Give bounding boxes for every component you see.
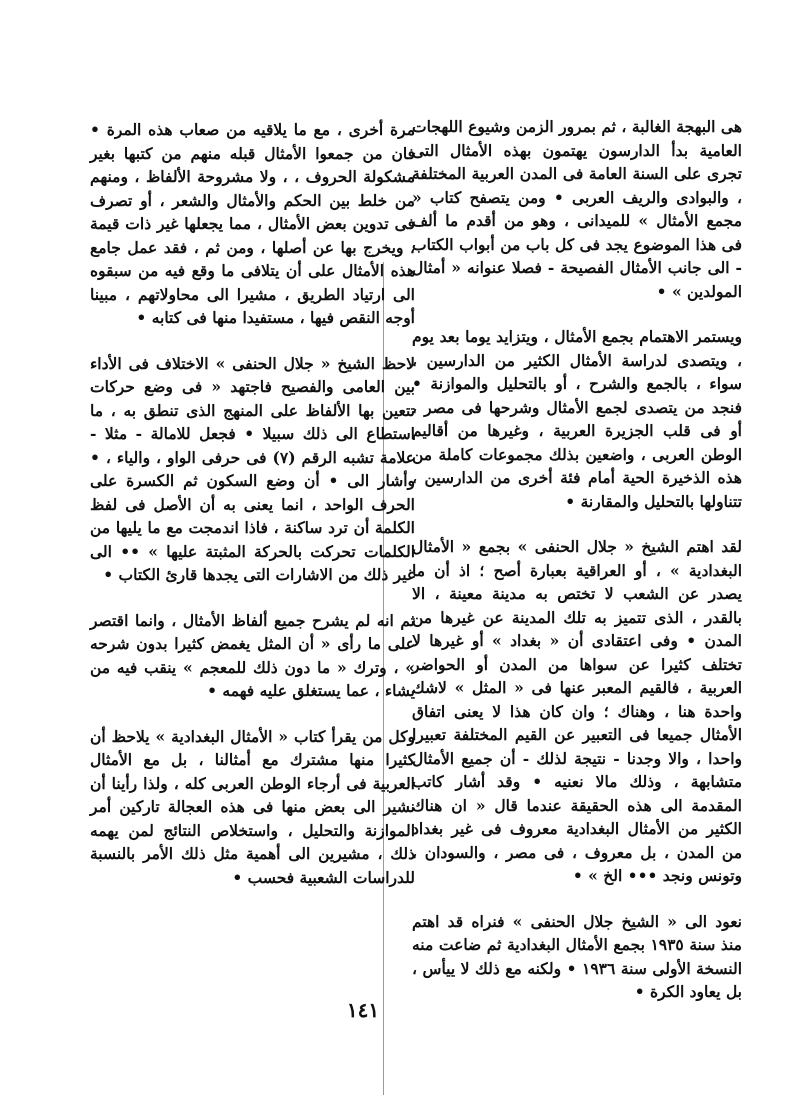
left-paragraph-1: مرة أخرى ، مع ما يلاقيه من صعاب هذه المرة • فان من جمعوا الأمثال قبله منهم من كتبها بغير مشكولة الحروف ، ، ولا مشروحة الألفاظ ، ومنهم من خلط بين الحكم والأمثال والشعر ، أو تصرف فى تدوين بعض الأمثال ، مما يجعلها غير ذات قيمة ، ويخرج بها عن أصلها ، ومن ثم ، فقد عمل جامع هذه الأمثال على أن يتلافى ما وقع فيه من سبقوه الى ارتياد الطريق ، مشيرا الى محاولاتهم ، مبينا أوجه النقص فيها ، مستفيدا منها فى كتابه •	[90, 120, 415, 327]
left-paragraph-3: ثم انه لم يشرح جميع ألفاظ الأمثال ، وانما اقتصر على ما رأى « أن المثل يغمض كثيرا بدون شرحه » ، وترك « ما دون ذلك للمعجم » ينقب فيه من يشاء ، عما يستغلق عليه فهمه •	[90, 610, 415, 700]
left-text-column	[90, 118, 415, 889]
right-paragraph-4: نعود الى « الشيخ جلال الحنفى » فنراه قد اهتم منذ سنة ١٩٣٥ بجمع الأمثال البغدادية ثم ضاعت منه النسخة الأولى سنة ١٩٣٦ • ولكنه مع ذلك لا ييأس ، بل يعاود الكرة •	[412, 911, 742, 1001]
right-paragraph-1: هى البهجة الغالبة ، ثم بمرور الزمن وشيوع اللهجات العامية بدأ الدارسون يهتمون بهذه الأمثال التى تجرى على السنة العامة فى المدن العربية المختلفة ، والبوادى والريف العربى • ومن يتصفح كتاب « مجمع الأمثال » للميدانى ، وهو من أقدم ما ألف فى هذا الموضوع يجد فى كل باب من أبواب الكتاب - الى جانب الأمثال الفصيحة - فصلا عنوانه « أمثال المولدين » •	[412, 117, 742, 301]
right-paragraph-3: لقد اهتم الشيخ « جلال الحنفى » بجمع « الأمثال البغدادية » ، أو العراقية بعبارة أصح ؛ اذ أن ما يصدر عن الشعب لا تختص به مدينة معينة ، الا بالقدر ، الذى تتميز به تلك المدينة عن غيرها من المدن • وفى اعتقادى أن « بغداد » أو غيرها لا تختلف كثيرا عن سواها من المدن أو الحواضر العربية ، فالقيم المعبر عنها فى « المثل » لاشك واحدة هنا ، وهناك ؛ وان كان هذا لا يعنى اتفاق الأمثال جميعا فى التعبير عن القيم المختلفة تعبيرا واحدا ، والا وجدنا - نتيجة لذلك - أن جميع الأمثال متشابهة ، وذلك مالا نعنيه • وقد أشار كاتب المقدمة الى هذه الحقيقة عندما قال « ان هناك الكثير من الأمثال البغدادية معروف فى غير بغداد من المدن ، بل معروف ، فى مصر ، والسودان ، وتونس ونجد ••• الخ » •	[412, 537, 742, 885]
right-text-column	[412, 115, 742, 1004]
left-paragraph-4: وكل من يقرأ كتاب « الأمثال البغدادية » يلاحظ أن كثيرا منها مشترك مع أمثالنا ، بل مع الأمثال العربية فى أرجاء الوطن العربى كله ، ولذا رأينا أن نشير الى بعض منها فى هذه العجالة تاركين أمر الموازنة والتحليل ، واستخلاص النتائج لمن يهمه ذلك ، مشيرين الى أهمية مثل ذلك الأمر بالنسبة للدراسات الشعبية فحسب •	[90, 726, 415, 887]
left-paragraph-2: لاحظ الشيخ « جلال الحنفى » الاختلاف فى الأداء بين العامى والفصيح فاجتهد « فى وضع حركات تتعين بها الألفاظ على المنهج الذى تنطق به ، ما استطاع الى ذلك سبيلا • فجعل للامالة - مثلا - علامة تشبه الرقم (٧) فى حرفى الواو ، والياء ، • وأشار الى • أن وضع السكون ثم الكسرة على الحرف الواحد ، انما يعنى به أن الأصل فى لفظ الكلمة أن ترد ساكنة ، فاذا اندمجت مع ما يليها من الكلمات تحركت بالحركة المثبتة عليها » •• الى غير ذلك من الاشارات التى يجدها قارئ الكتاب •	[90, 353, 415, 584]
page-number: ١٤١	[346, 998, 380, 1022]
right-paragraph-2: ويستمر الاهتمام بجمع الأمثال ، ويتزايد يوما بعد يوم ، ويتصدى لدراسة الأمثال الكثير من الدارسين ، سواء ، بالجمع والشرح ، أو بالتحليل والموازنة • فنجد من يتصدى لجمع الأمثال وشرحها فى مصر ، أو فى قلب الجزيرة العربية ، وغيرها من أقاليم الوطن العربى ، واضعين بذلك مجموعات كاملة من هذه الذخيرة الحية أمام فئة أخرى من الدارسين ، تتناولها بالتحليل والمقارنة •	[412, 327, 742, 511]
